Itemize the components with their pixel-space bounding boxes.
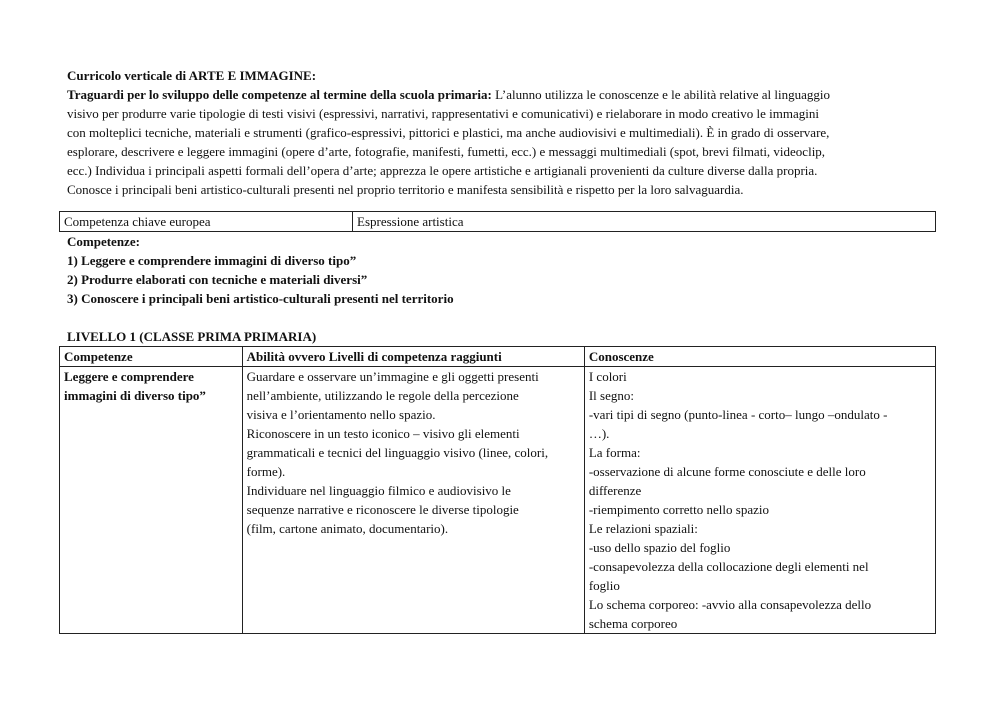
traguardi-line: esplorare, descrivere e leggere immagini (opere d’arte, fotografie, manifesti, fumetti, ecc.) e messaggi multimediali (spot, brevi filmati, videoclip, (67, 144, 826, 159)
cell-line: …). (588, 426, 610, 441)
cell-line: -osservazione di alcune forme conosciute e delle loro (588, 464, 866, 479)
competenze-section (67, 232, 937, 308)
level-title: LIVELLO 1 (CLASSE PRIMA PRIMARIA) (67, 329, 317, 344)
conoscenze-cell (584, 367, 935, 634)
cell-line: Individuare nel linguaggio filmico e audiovisivo le (246, 483, 511, 498)
document-page (64, 66, 937, 634)
table-row (60, 212, 936, 232)
competenza-item: 3) Conoscere i principali beni artistico-culturali presenti nel territorio (67, 291, 454, 306)
cell-line: -consapevolezza della collocazione degli elementi nel (588, 559, 869, 574)
cell-line: schema corporeo (588, 616, 678, 631)
cell-line: Guardare e osservare un’immagine e gli oggetti presenti (246, 369, 539, 384)
competenze-heading: Competenze: (67, 234, 140, 249)
traguardi-label: Traguardi per lo sviluppo delle competenze al termine della scuola primaria: (67, 87, 492, 102)
cell-line: I colori (588, 369, 627, 384)
traguardi-line: L’alunno utilizza le conoscenze e le abilità relative al linguaggio (491, 87, 830, 102)
cell-line: immagini di diverso tipo” (64, 388, 206, 403)
header-abilita: Abilità ovvero Livelli di competenza raggiunti (242, 347, 584, 367)
competenza-cell (60, 367, 243, 634)
cell-line: (film, cartone animato, documentario). (246, 521, 449, 536)
cell-line: Lo schema corporeo: -avvio alla consapevolezza dello (588, 597, 872, 612)
level-table (59, 346, 936, 634)
competenza-item: 1) Leggere e comprendere immagini di diverso tipo” (67, 253, 357, 268)
abilita-cell (242, 367, 584, 634)
cell-line: -uso dello spazio del foglio (588, 540, 731, 555)
cell-line: La forma: (588, 445, 641, 460)
cell-line: nell’ambiente, utilizzando le regole della percezione (246, 388, 519, 403)
competenza-item: 2) Produrre elaborati con tecniche e materiali diversi” (67, 272, 368, 287)
cell-line: differenze (588, 483, 642, 498)
key-competence-label: Competenza chiave europea (60, 212, 353, 232)
traguardi-line: Conosce i principali beni artistico-culturali presenti nel proprio territorio e manifesta sensibilità e rispetto per la loro salvaguardia. (67, 182, 744, 197)
table-header-row (60, 347, 936, 367)
document-title: Curricolo verticale di ARTE E IMMAGINE: (67, 68, 317, 83)
traguardi-line: con molteplici tecniche, materiali e strumenti (grafico-espressivi, pittorici e plastici, ma anche audiovisivi e multimediali). È in grado di osservare, (67, 125, 830, 140)
traguardi-line: visivo per produrre varie tipologie di testi visivi (espressivi, narrativi, rappresentativi e comunicativi) e rielaborare in modo creativo le immagini (67, 106, 819, 121)
cell-line: -riempimento corretto nello spazio (588, 502, 769, 517)
cell-line: Le relazioni spaziali: (588, 521, 698, 536)
cell-line: sequenze narrative e riconoscere le diverse tipologie (246, 502, 519, 517)
key-competence-value: Espressione artistica (353, 212, 936, 232)
header-conoscenze: Conoscenze (584, 347, 935, 367)
key-competence-table (59, 211, 936, 232)
traguardi-line: ecc.) Individua i principali aspetti formali dell’opera d’arte; apprezza le opere artistiche e artigianali provenienti da culture diverse dalla propria. (67, 163, 818, 178)
header-competenze: Competenze (60, 347, 243, 367)
cell-line: Leggere e comprendere (64, 369, 194, 384)
cell-line: Il segno: (588, 388, 634, 403)
cell-line: visiva e l’orientamento nello spazio. (246, 407, 436, 422)
cell-line: -vari tipi di segno (punto-linea - corto– lungo –ondulato - (588, 407, 888, 422)
cell-line: foglio (588, 578, 620, 593)
cell-line: Riconoscere in un testo iconico – visivo gli elementi (246, 426, 520, 441)
cell-line: forme). (246, 464, 286, 479)
table-row (60, 367, 936, 634)
traguardi-paragraph (67, 85, 937, 199)
cell-line: grammaticali e tecnici del linguaggio visivo (linee, colori, (246, 445, 549, 460)
